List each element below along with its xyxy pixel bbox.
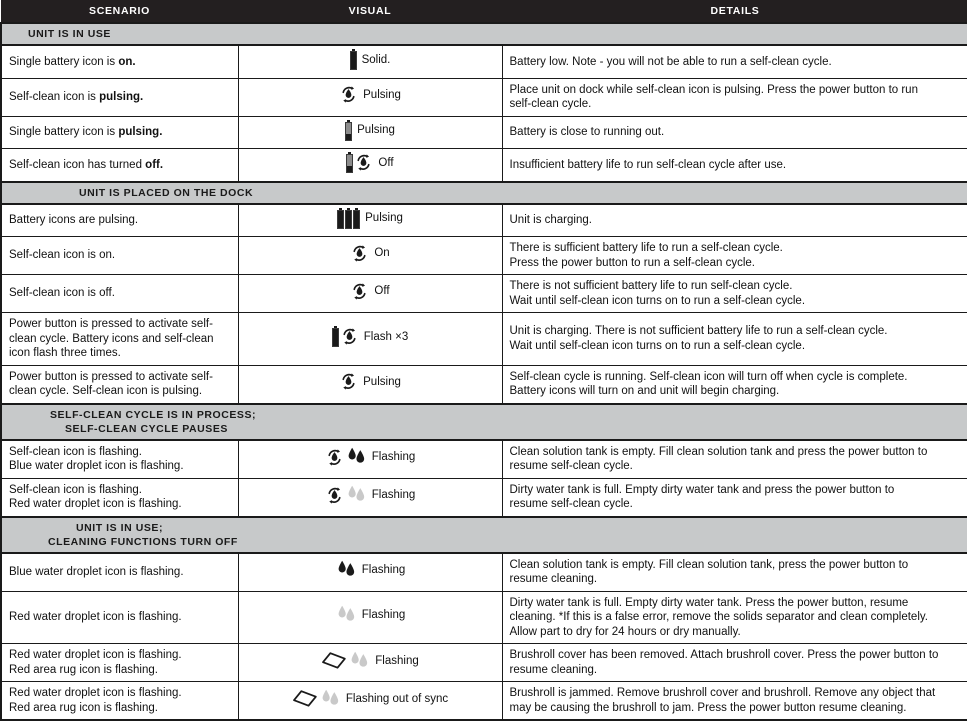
- scenario-emphasis: pulsing.: [118, 126, 163, 138]
- details-line: may be causing the brushroll to jam. Press the power button resume cleaning.: [509, 701, 907, 714]
- scenario-emphasis: off.: [145, 158, 164, 171]
- section-header-cell: [1, 23, 967, 45]
- visual-cell: [238, 478, 502, 517]
- self-clean-icon: [350, 282, 369, 301]
- red-water-droplet-icon: [348, 651, 370, 671]
- self-clean-icon: [350, 244, 369, 263]
- red-water-droplet-icon: [319, 689, 341, 709]
- section-header-unit-is-placed-on-the-dock: [1, 182, 967, 204]
- visual-label: Flashing out of sync: [345, 692, 449, 705]
- visual-cell: [238, 553, 502, 592]
- scenario-text: Self-clean icon has turned: [9, 158, 146, 171]
- section-title-line2: CLEANING FUNCTIONS TURN OFF: [48, 535, 238, 548]
- details-line: There is not sufficient battery life to run self-clean cycle.: [509, 280, 793, 292]
- self-clean-icon: [354, 153, 373, 172]
- scenario-cell: [1, 116, 238, 149]
- visual-label: On: [374, 247, 390, 260]
- details-cell: [502, 682, 967, 721]
- details-cell: [502, 275, 967, 313]
- table-row: [1, 275, 967, 313]
- battery-icon-group: [345, 120, 352, 141]
- visual-label: Flashing: [361, 563, 406, 576]
- details-cell: [502, 204, 967, 237]
- table-row: [1, 478, 967, 517]
- scenario-text: Self-clean icon is: [9, 90, 100, 103]
- details-line: Wait until self-clean icon turns on to run a self-clean cycle.: [509, 339, 806, 352]
- section-title-line1: UNIT IS IN USE: [28, 28, 111, 40]
- visual-cell: [238, 644, 502, 682]
- table-row: [1, 313, 967, 366]
- scenario-text: icon flash three times.: [9, 347, 121, 359]
- scenario-cell: [1, 45, 238, 78]
- battery-icon: [353, 208, 360, 229]
- scenario-cell: [1, 313, 238, 366]
- scenario-text: Self-clean icon is flashing.: [9, 445, 142, 458]
- details-line: Battery is close to running out.: [509, 126, 665, 138]
- scenario-cell: [1, 440, 238, 479]
- details-line: Clean solution tank is empty. Fill clean solution tank, press the power button to: [509, 558, 909, 571]
- details-line: Brushroll is jammed. Remove brushroll cover and brushroll. Remove any object that: [509, 687, 936, 699]
- scenario-text: Blue water droplet icon is flashing.: [9, 565, 184, 578]
- visual-label: Flashing: [375, 654, 419, 667]
- area-rug-icon: [321, 651, 347, 670]
- scenario-text: Power button is pressed to activate self-: [9, 370, 213, 383]
- visual-cell: [238, 78, 502, 116]
- visual-cell: [238, 440, 502, 479]
- section-header-self-clean-cycle-in-process: [1, 404, 967, 440]
- scenario-text: Red water droplet icon is flashing.: [9, 687, 182, 699]
- scenario-cell: [1, 478, 238, 517]
- details-cell: [502, 149, 967, 182]
- battery-icon: [337, 208, 344, 229]
- self-clean-icon: [339, 85, 358, 104]
- section-title-line2: SELF-CLEAN CYCLE PAUSES: [65, 422, 228, 435]
- table-row: [1, 644, 967, 682]
- scenario-cell: [1, 365, 238, 404]
- blue-water-droplet-icon: [345, 447, 367, 467]
- table-row: [1, 440, 967, 479]
- column-header-visual: VISUAL: [238, 0, 502, 23]
- scenario-text: Red area rug icon is flashing.: [9, 701, 158, 714]
- details-line: There is sufficient battery life to run a self-clean cycle.: [509, 242, 783, 254]
- section-title-line1: UNIT IS PLACED ON THE DOCK: [79, 186, 254, 199]
- scenario-emphasis: pulsing.: [99, 90, 144, 103]
- scenario-cell: [1, 149, 238, 182]
- battery-icon-group: [350, 49, 357, 70]
- scenario-text: Red water droplet icon is flashing.: [9, 611, 182, 623]
- scenario-cell: [1, 237, 238, 275]
- details-cell: [502, 365, 967, 404]
- visual-cell: [238, 116, 502, 149]
- details-line: Brushroll cover has been removed. Attach brushroll cover. Press the power button to: [509, 649, 939, 661]
- visual-label: Flashing: [371, 451, 416, 463]
- visual-label: Pulsing: [365, 212, 403, 224]
- visual-label: Solid.: [361, 53, 391, 66]
- details-line: Dirty water tank is full. Empty dirty water tank and press the power button to: [509, 483, 895, 496]
- column-header-scenario: SCENARIO: [1, 0, 238, 23]
- scenario-cell: [1, 204, 238, 237]
- details-cell: [502, 440, 967, 479]
- details-line: Press the power button to run a self-clean cycle.: [509, 256, 755, 269]
- scenario-text: Blue water droplet icon is flashing.: [9, 460, 184, 472]
- battery-icon: [350, 49, 357, 70]
- section-header-cell: [1, 404, 967, 440]
- visual-label: Flash ×3: [363, 330, 409, 343]
- details-line: Self-clean cycle is running. Self-clean icon will turn off when cycle is complete.: [509, 370, 908, 383]
- table-row: [1, 45, 967, 78]
- table-row: [1, 78, 967, 116]
- self-clean-icon: [325, 448, 344, 467]
- scenario-text: clean cycle. Self-clean icon is pulsing.: [9, 385, 203, 397]
- details-line: self-clean cycle.: [509, 98, 592, 110]
- details-cell: [502, 78, 967, 116]
- icon-group: [346, 152, 373, 173]
- scenario-text: Self-clean icon is on.: [9, 249, 116, 262]
- scenario-text: Red area rug icon is flashing.: [9, 663, 158, 676]
- icon-group: [332, 326, 359, 347]
- section-header-cell: [1, 182, 967, 204]
- section-header-cleaning-functions-turn-off: [1, 517, 967, 553]
- table-row: [1, 149, 967, 182]
- details-line: Battery icons will turn on and unit will begin charging.: [509, 385, 780, 397]
- details-line: Wait until self-clean icon turns on to run a self-clean cycle.: [509, 294, 806, 307]
- visual-label: Off: [378, 156, 394, 169]
- self-clean-icon: [339, 372, 358, 391]
- section-title-line1: UNIT IS IN USE;: [76, 521, 164, 534]
- table-row: [1, 553, 967, 592]
- details-cell: [502, 478, 967, 517]
- table-header: [1, 0, 967, 23]
- scenario-text: Power button is pressed to activate self-: [9, 318, 213, 330]
- scenario-cell: [1, 553, 238, 592]
- visual-cell: [238, 313, 502, 366]
- icon-group: [325, 485, 367, 505]
- visual-label: Flashing: [361, 609, 406, 621]
- table-row: [1, 365, 967, 404]
- scenario-text: Self-clean icon is flashing.: [9, 483, 142, 496]
- scenario-text: Single battery icon is: [9, 55, 119, 68]
- scenario-text: Red water droplet icon is flashing.: [9, 649, 182, 661]
- scenario-cell: [1, 682, 238, 721]
- visual-cell: [238, 237, 502, 275]
- visual-cell: [238, 204, 502, 237]
- red-water-droplet-icon: [345, 485, 367, 505]
- details-cell: [502, 116, 967, 149]
- scenario-text: Self-clean icon is off.: [9, 287, 115, 300]
- details-line: cleaning. *If this is a false error, remove the solids separator and clean completely.: [509, 611, 928, 623]
- section-header-unit-is-in-use: [1, 23, 967, 45]
- table-row: [1, 204, 967, 237]
- visual-cell: [238, 149, 502, 182]
- details-line: Battery low. Note - you will not be able to run a self-clean cycle.: [509, 55, 832, 68]
- visual-label: Flashing: [371, 489, 416, 501]
- table-row: [1, 237, 967, 275]
- details-line: Unit is charging.: [509, 214, 592, 226]
- details-line: Unit is charging. There is not sufficient battery life to run a self-clean cycle.: [509, 325, 888, 338]
- table-row: [1, 682, 967, 721]
- visual-label: Pulsing: [357, 124, 395, 136]
- scenario-cell: [1, 275, 238, 313]
- visual-cell: [238, 365, 502, 404]
- details-cell: [502, 237, 967, 275]
- details-line: resume cleaning.: [509, 573, 598, 585]
- self-clean-icon: [325, 486, 344, 505]
- section-title-line1: SELF-CLEAN CYCLE IS IN PROCESS;: [50, 408, 257, 421]
- red-water-droplet-icon: [335, 605, 357, 625]
- section-header-cell: [1, 517, 967, 553]
- scenario-cell: [1, 644, 238, 682]
- scenario-emphasis: on.: [118, 55, 136, 68]
- icon-group: [321, 651, 370, 671]
- details-line: resume cleaning.: [509, 663, 598, 676]
- scenario-text: clean cycle. Battery icons and self-clean: [9, 332, 214, 345]
- visual-label: Pulsing: [363, 375, 401, 388]
- column-header-details: DETAILS: [502, 0, 967, 23]
- details-cell: [502, 45, 967, 78]
- details-line: Allow part to dry for 24 hours or dry manually.: [509, 625, 741, 638]
- battery-triple-icon: [337, 208, 360, 229]
- battery-icon: [345, 120, 352, 141]
- blue-water-droplet-icon: [335, 560, 357, 580]
- details-line: Place unit on dock while self-clean icon is pulsing. Press the power button to run: [509, 83, 918, 96]
- scenario-text: Red water droplet icon is flashing.: [9, 498, 182, 510]
- icon-group: [292, 689, 341, 709]
- scenario-cell: [1, 78, 238, 116]
- icon-group: [325, 447, 367, 467]
- details-line: resume self-clean cycle.: [509, 498, 633, 510]
- details-line: Insufficient battery life to run self-clean cycle after use.: [509, 158, 787, 171]
- visual-label: Pulsing: [363, 88, 401, 101]
- visual-cell: [238, 45, 502, 78]
- header-row: [1, 0, 967, 23]
- area-rug-icon: [292, 689, 318, 708]
- battery-icon: [332, 326, 339, 347]
- details-cell: [502, 553, 967, 592]
- scenario-text: Battery icons are pulsing.: [9, 214, 139, 226]
- visual-cell: [238, 275, 502, 313]
- details-line: Clean solution tank is empty. Fill clean solution tank and press the power button to: [509, 445, 928, 458]
- details-line: Dirty water tank is full. Empty dirty water tank. Press the power button, resume: [509, 596, 909, 609]
- scenario-text: Single battery icon is: [9, 126, 119, 138]
- details-cell: [502, 313, 967, 366]
- table-body: [1, 23, 967, 720]
- table-row: [1, 116, 967, 149]
- self-clean-icon: [340, 327, 359, 346]
- battery-icon: [346, 152, 353, 173]
- visual-cell: [238, 682, 502, 721]
- details-cell: [502, 644, 967, 682]
- details-line: resume self-clean cycle.: [509, 460, 633, 472]
- battery-icon: [345, 208, 352, 229]
- visual-label: Off: [374, 285, 390, 298]
